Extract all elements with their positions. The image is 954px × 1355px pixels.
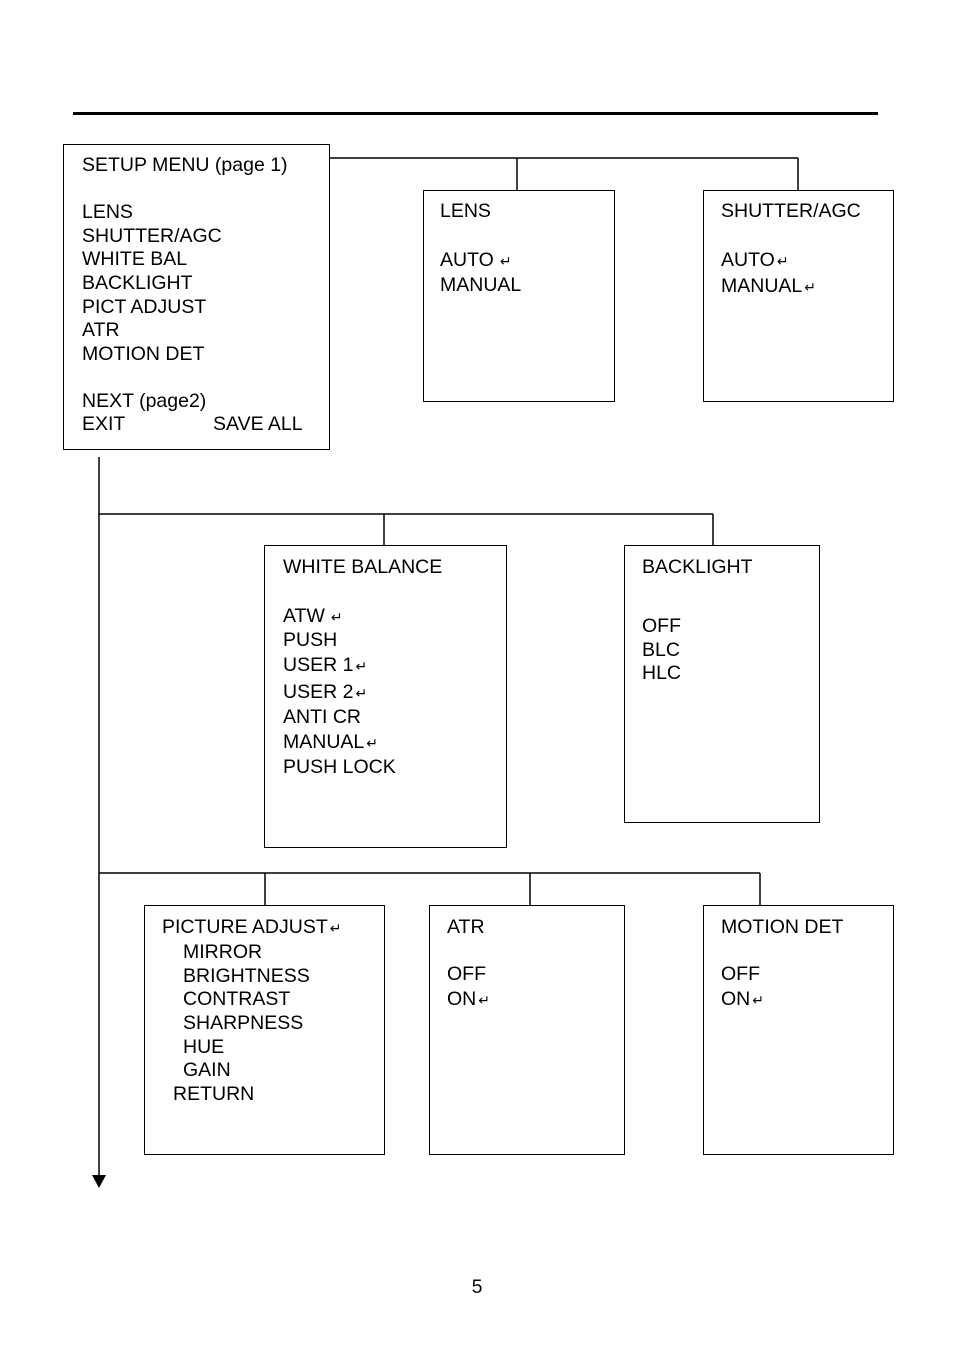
lens-title: LENS	[440, 200, 491, 222]
setup-item-next[interactable]: NEXT (page2)	[82, 390, 207, 412]
setup-item-exit[interactable]: EXIT	[82, 413, 126, 435]
backlight-item-off[interactable]: OFF	[642, 615, 681, 637]
backlight-item-hlc[interactable]: HLC	[642, 662, 682, 684]
pict-item-return[interactable]: RETURN	[173, 1083, 255, 1105]
lens-item-auto[interactable]	[440, 248, 512, 273]
setup-item-save-all[interactable]: SAVE ALL	[213, 413, 303, 435]
pict-title	[162, 915, 342, 940]
backlight-title: BACKLIGHT	[642, 556, 753, 578]
motion-item-on[interactable]	[721, 987, 764, 1012]
return-arrow-icon: ↵	[329, 920, 342, 936]
wb-item-user1[interactable]	[283, 653, 367, 678]
setup-item-backlight[interactable]: BACKLIGHT	[82, 272, 193, 294]
white-balance-box	[264, 545, 507, 848]
setup-item-atr[interactable]: ATR	[82, 319, 120, 341]
setup-menu-title: SETUP MENU (page 1)	[82, 154, 288, 176]
atr-title: ATR	[447, 916, 485, 938]
atr-item-off[interactable]: OFF	[447, 963, 486, 985]
lens-box	[423, 190, 615, 402]
wb-item-anti-cr[interactable]: ANTI CR	[283, 706, 361, 728]
shutter-agc-box	[703, 190, 894, 402]
pict-item-sharpness[interactable]: SHARPNESS	[183, 1012, 304, 1034]
shutter-item-auto-label: AUTO	[721, 249, 775, 271]
lens-item-auto-label: AUTO	[440, 249, 494, 271]
motion-det-box	[703, 905, 894, 1155]
backlight-box	[624, 545, 820, 823]
return-arrow-icon: ↵	[752, 992, 764, 1008]
return-arrow-icon: ↵	[776, 253, 789, 269]
return-arrow-icon: ↵	[366, 735, 379, 751]
backlight-item-blc[interactable]: BLC	[642, 639, 680, 661]
atr-box	[429, 905, 625, 1155]
wb-item-user1-label: USER 1	[283, 654, 354, 676]
shutter-title: SHUTTER/AGC	[721, 200, 861, 222]
shutter-item-manual[interactable]	[721, 274, 816, 299]
setup-item-lens[interactable]: LENS	[82, 201, 133, 223]
pict-item-hue[interactable]: HUE	[183, 1036, 225, 1058]
wb-item-manual-label: MANUAL	[283, 731, 365, 753]
setup-item-shutter-agc[interactable]: SHUTTER/AGC	[82, 225, 222, 247]
picture-adjust-box	[144, 905, 385, 1155]
return-arrow-icon: ↵	[330, 609, 343, 625]
return-arrow-icon: ↵	[478, 992, 490, 1008]
wb-item-user2[interactable]	[283, 680, 367, 705]
return-arrow-icon: ↵	[355, 685, 368, 701]
setup-item-white-bal[interactable]: WHITE BAL	[82, 248, 188, 270]
page-number: 5	[471, 1276, 483, 1298]
shutter-item-manual-label: MANUAL	[721, 275, 803, 297]
return-arrow-icon: ↵	[499, 253, 512, 269]
wb-item-user2-label: USER 2	[283, 681, 354, 703]
pict-item-contrast[interactable]: CONTRAST	[183, 988, 291, 1010]
wb-item-push[interactable]: PUSH	[283, 629, 338, 651]
atr-item-on-label: ON	[447, 988, 477, 1010]
lens-item-manual[interactable]: MANUAL	[440, 274, 522, 296]
setup-menu-box	[63, 144, 330, 450]
setup-item-pict-adjust[interactable]: PICT ADJUST	[82, 296, 207, 318]
pict-item-brightness[interactable]: BRIGHTNESS	[183, 965, 310, 987]
pict-item-mirror[interactable]: MIRROR	[183, 941, 263, 963]
pict-title-label: PICTURE ADJUST	[162, 916, 328, 938]
motion-item-on-label: ON	[721, 988, 751, 1010]
return-arrow-icon: ↵	[355, 658, 368, 674]
wb-item-atw-label: ATW	[283, 605, 325, 627]
motion-item-off[interactable]: OFF	[721, 963, 760, 985]
wb-title: WHITE BALANCE	[283, 556, 443, 578]
wb-item-atw[interactable]	[283, 604, 343, 629]
motion-title: MOTION DET	[721, 916, 844, 938]
wb-item-manual[interactable]	[283, 730, 378, 755]
atr-item-on[interactable]	[447, 987, 490, 1012]
setup-item-motion-det[interactable]: MOTION DET	[82, 343, 205, 365]
shutter-item-auto[interactable]	[721, 248, 789, 273]
pict-item-gain[interactable]: GAIN	[183, 1059, 231, 1081]
arrow-down-icon	[92, 1175, 106, 1188]
wb-item-push-lock[interactable]: PUSH LOCK	[283, 756, 396, 778]
return-arrow-icon: ↵	[804, 279, 817, 295]
